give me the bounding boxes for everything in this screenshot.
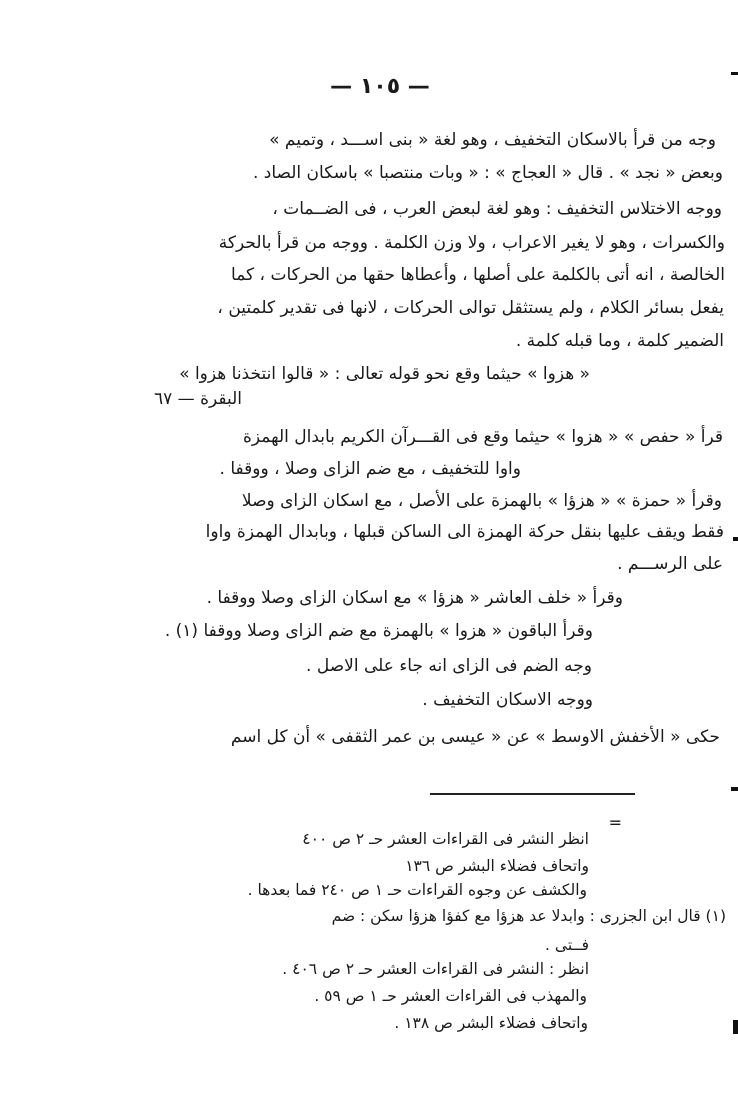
scan-edge-mark — [733, 537, 738, 541]
body-line-5: الخالصة ، انه أتى بالكلمة على أصلها ، وأعطاها حقها من الحركات ، كما — [231, 265, 725, 285]
body-line-8: « هزوا » حيثما وقع نحو قوله تعالى : « قالوا انتخذنا هزوا » — [179, 364, 590, 384]
body-line-1: وجه من قرأ بالاسكان التخفيف ، وهو لغة « بنى اســـد ، وتميم » — [269, 130, 716, 150]
footnote-line-5: فــتى . — [545, 936, 589, 954]
footnote-line-3: والكشف عن وجوه القراءات حـ ١ ص ٢٤٠ فما بعدها . — [247, 881, 587, 899]
body-line-18: ووجه الاسكان التخفيف . — [422, 690, 593, 710]
body-line-15: وقرأ « خلف العاشر « هزؤا » مع اسكان الزاى وصلا ووقفا . — [206, 588, 623, 608]
body-line-14: على الرســـم . — [617, 554, 723, 574]
body-line-16: وقرأ الباقون « هزوا » بالهمزة مع ضم الزاى وصلا ووقفا (١) . — [164, 621, 593, 641]
footnote-line-1: انظر النشر فى القراءات العشر حـ ٢ ص ٤٠٠ — [302, 830, 589, 848]
body-line-11: واوا للتخفيف ، مع ضم الزاى وصلا ، ووقفا . — [219, 459, 521, 479]
body-line-19: حكى « الأخفش الاوسط » عن « عيسى بن عمر الثقفى » أن كل اسم — [230, 727, 720, 747]
body-line-2: وبعض « نجد » . قال « العجاج » : « وبات منتصبا » باسكان الصاد . — [252, 163, 723, 183]
body-line-3: ووجه الاختلاس التخفيف : وهو لغة لبعض العرب ، فى الضــمات ، — [272, 199, 722, 219]
scan-edge-mark — [731, 787, 738, 791]
footnote-equals-mark: = — [608, 813, 622, 832]
scan-edge-mark — [731, 72, 738, 75]
footnote-line-8: واتحاف فضلاء البشر ص ١٣٨ . — [394, 1014, 588, 1032]
body-line-4: والكسرات ، وهو لا يغير الاعراب ، ولا وزن الكلمة . ووجه من قرأ بالحركة — [218, 233, 725, 253]
footnote-separator — [430, 793, 635, 795]
body-line-13: فقط ويقف عليها بنقل حركة الهمزة الى الساكن قبلها ، وبابدال الهمزة واوا — [205, 522, 724, 542]
body-line-10: قرأ « حفص » « هزوا » حيثما وقع فى القـــرآن الكريم بابدال الهمزة — [243, 427, 723, 447]
body-line-9: البقرة — ٦٧ — [154, 389, 242, 409]
page-number: — ١٠٥ — — [330, 74, 430, 99]
footnote-line-4: (١) قال ابن الجزرى : وابدلا عد هزؤا مع كفؤا هزؤا سكن : ضم — [331, 907, 726, 925]
scan-edge-mark — [733, 1020, 738, 1034]
body-line-17: وجه الضم فى الزاى انه جاء على الاصل . — [306, 656, 592, 676]
footnote-line-2: واتحاف فضلاء البشر ص ١٣٦ — [405, 857, 589, 875]
footnote-line-6: انظر : النشر فى القراءات العشر حـ ٢ ص ٤٠٦ . — [282, 960, 589, 978]
footnote-line-7: والمهذب فى القراءات العشر حـ ١ ص ٥٩ . — [314, 987, 587, 1005]
body-line-7: الضمير كلمة ، وما قبله كلمة . — [515, 331, 724, 351]
body-line-6: يفعل بسائر الكلام ، ولم يستثقل توالى الحركات ، لانها فى تقدير كلمتين ، — [217, 298, 724, 318]
body-line-12: وقرأ « حمزة » « هزؤا » بالهمزة على الأصل ، مع اسكان الزاى وصلا — [241, 491, 722, 511]
